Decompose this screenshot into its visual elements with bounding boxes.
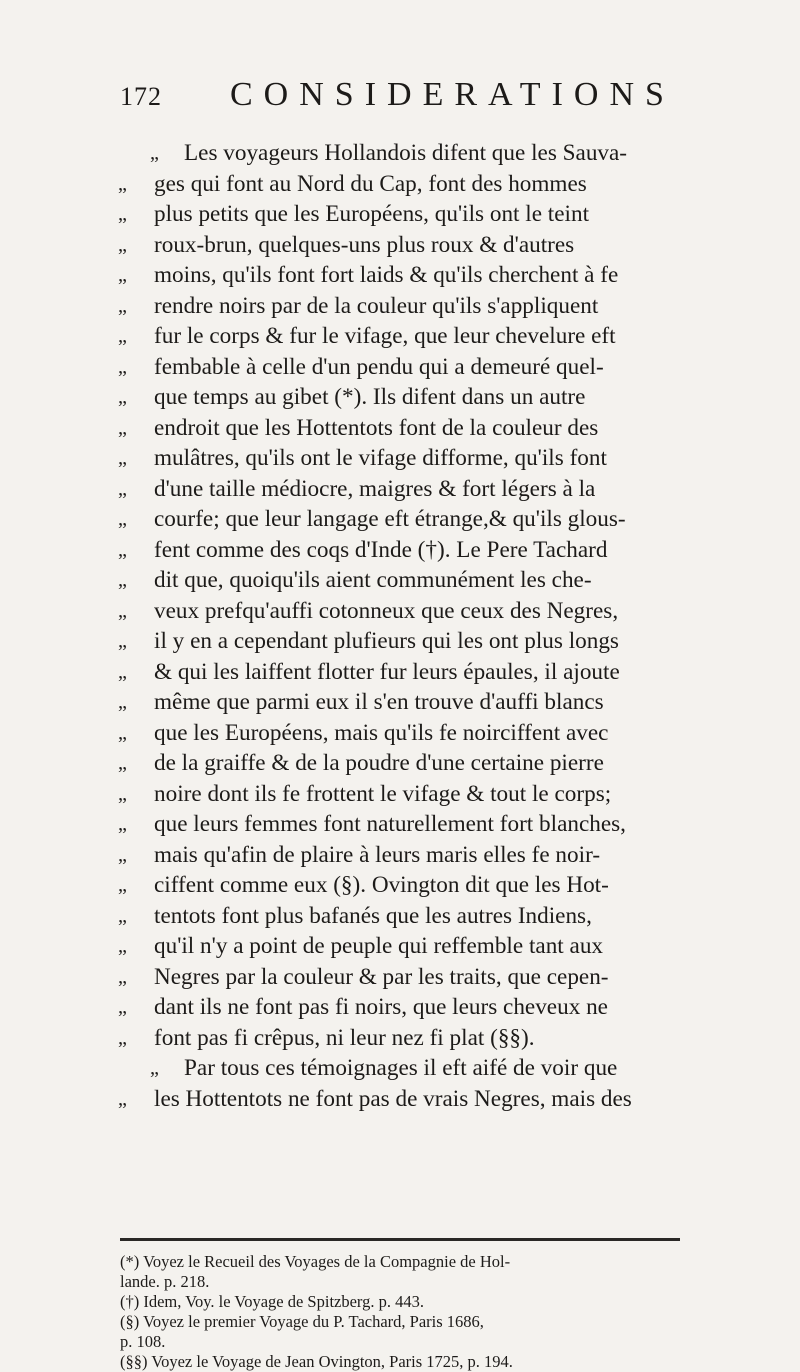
text-line: [118, 596, 678, 627]
line-text: rendre noirs par de la couleur qu'ils s'appliquent: [154, 292, 599, 319]
quote-mark: „: [118, 691, 127, 713]
line-text: Les voyageurs Hollandois difent que les Sauva-: [184, 140, 628, 166]
line-text: mais qu'afin de plaire à leurs maris elles fe noir-: [154, 841, 601, 868]
line-text: Par tous ces témoignages il eft aifé de voir que: [184, 1055, 618, 1081]
line-text: que leurs femmes font naturellement fort blanches,: [154, 811, 626, 837]
line-text: fur le corps & fur le vifage, que leur chevelure eft: [154, 323, 616, 349]
body-text: [118, 138, 678, 1114]
text-line: [118, 413, 678, 444]
line-text: plus petits que les Européens, qu'ils ont le teint: [154, 201, 590, 227]
quote-mark: „: [118, 538, 127, 561]
text-line: [118, 474, 678, 505]
line-text: même que parmi eux il s'en trouve d'auffi blancs: [154, 689, 604, 715]
line-text: fent comme des coqs d'Inde (†). Le Pere Tachard: [154, 536, 608, 563]
line-text: que les Européens, mais qu'ils fe noirciffent avec: [154, 719, 609, 746]
quote-mark: „: [118, 721, 127, 744]
quote-mark: „: [118, 203, 127, 225]
line-text: dant ils ne font pas fi noirs, que leurs cheveux ne: [154, 994, 608, 1020]
line-text: & qui les laiffent flotter fur leurs épaules, il ajoute: [154, 658, 620, 685]
footnote-line: (§§) Voyez le Voyage de Jean Ovington, Paris 1725, p. 194.: [120, 1352, 513, 1371]
footnote-line: lande. p. 218.: [120, 1272, 210, 1291]
line-text: veux prefqu'auffi cotonneux que ceux des Negres,: [154, 597, 619, 624]
text-line: [118, 626, 678, 657]
text-line: [118, 840, 678, 871]
line-text: moins, qu'ils font fort laids & qu'ils cherchent à fe: [154, 262, 619, 288]
quote-mark: „: [118, 935, 127, 957]
footnotes: [120, 1252, 680, 1372]
quote-mark: „: [118, 325, 127, 347]
text-line: [118, 992, 678, 1023]
quote-mark: „: [118, 843, 127, 866]
quote-mark: „: [150, 142, 159, 164]
line-text: noire dont ils fe frottent le vifage & tout le corps;: [154, 780, 612, 807]
text-line: [118, 901, 678, 932]
quote-mark: „: [118, 477, 127, 500]
line-text: dit que, quoiqu'ils aient communément les che-: [154, 567, 592, 593]
quote-mark: „: [118, 874, 127, 896]
text-line: [118, 657, 678, 688]
text-line: [118, 321, 678, 352]
footnote-line: (*) Voyez le Recueil des Voyages de la Compagnie de Hol-: [120, 1252, 511, 1271]
text-line: [118, 352, 678, 383]
text-line: [118, 169, 678, 200]
running-title: CONSIDERATIONS: [230, 76, 675, 113]
quote-mark: „: [118, 355, 127, 378]
quote-mark: „: [118, 264, 127, 286]
quote-mark: „: [118, 447, 127, 469]
quote-mark: „: [118, 965, 127, 988]
text-line: [118, 687, 678, 718]
text-line: [118, 291, 678, 322]
line-text: ciffent comme eux (§). Ovington dit que les Hot-: [154, 872, 609, 898]
line-text: courfe; que leur langage eft étrange,& qu'ils glous-: [154, 506, 626, 532]
text-line: [118, 382, 678, 413]
quote-mark: „: [118, 569, 127, 591]
quote-mark: „: [118, 599, 127, 622]
line-text: il y en a cependant plufieurs qui les ont plus longs: [154, 628, 619, 654]
line-text: roux-brun, quelques-uns plus roux & d'autres: [154, 231, 575, 258]
quote-mark: „: [150, 1057, 159, 1079]
footnote-line: (†) Idem, Voy. le Voyage de Spitzberg. p. 443.: [120, 1292, 424, 1311]
text-line: [118, 138, 678, 169]
quote-mark: „: [118, 1026, 127, 1049]
quote-mark: „: [118, 233, 127, 256]
line-text: endroit que les Hottentots font de la couleur des: [154, 414, 599, 441]
text-line: [118, 718, 678, 749]
line-text: tentots font plus bafanés que les autres Indiens,: [154, 902, 592, 929]
line-text: font pas fi crêpus, ni leur nez fi plat (§§).: [154, 1024, 535, 1051]
quote-mark: „: [118, 508, 127, 530]
quote-mark: „: [118, 630, 127, 652]
text-line: [118, 870, 678, 901]
line-text: qu'il n'y a point de peuple qui reffemble tant aux: [154, 933, 604, 959]
line-text: fembable à celle d'un pendu qui a demeuré quel-: [154, 353, 604, 380]
line-text: ges qui font au Nord du Cap, font des hommes: [154, 170, 587, 197]
quote-mark: „: [118, 813, 127, 835]
text-line: [118, 1053, 678, 1084]
text-line: [118, 504, 678, 535]
text-line: [118, 1084, 678, 1115]
footnote-rule: [120, 1238, 680, 1241]
text-line: [118, 260, 678, 291]
line-text: de la graiffe & de la poudre d'une certaine pierre: [154, 750, 604, 776]
page-header: [120, 74, 680, 118]
text-line: [118, 1023, 678, 1054]
quote-mark: „: [118, 752, 127, 774]
text-line: [118, 443, 678, 474]
quote-mark: „: [118, 416, 127, 439]
line-text: Negres par la couleur & par les traits, que cepen-: [154, 963, 609, 990]
line-text: d'une taille médiocre, maigres & fort légers à la: [154, 475, 596, 502]
text-line: [118, 962, 678, 993]
line-text: que temps au gibet (*). Ils difent dans un autre: [154, 384, 586, 410]
text-line: [118, 199, 678, 230]
text-line: [118, 748, 678, 779]
page-number: 172: [120, 82, 162, 111]
line-text: les Hottentots ne font pas de vrais Negres, mais des: [154, 1085, 632, 1112]
text-line: [118, 535, 678, 566]
quote-mark: „: [118, 660, 127, 683]
line-text: mulâtres, qu'ils ont le vifage difforme, qu'ils font: [154, 445, 607, 471]
quote-mark: „: [118, 294, 127, 317]
quote-mark: „: [118, 996, 127, 1018]
quote-mark: „: [118, 782, 127, 805]
quote-mark: „: [118, 386, 127, 408]
text-line: [118, 809, 678, 840]
text-line: [118, 565, 678, 596]
text-line: [118, 931, 678, 962]
footnote-line: p. 108.: [120, 1332, 166, 1351]
quote-mark: „: [118, 904, 127, 927]
quote-mark: „: [118, 1087, 127, 1110]
footnote-line: (§) Voyez le premier Voyage du P. Tachard, Paris 1686,: [120, 1312, 484, 1331]
quote-mark: „: [118, 172, 127, 195]
text-line: [118, 230, 678, 261]
text-line: [118, 779, 678, 810]
